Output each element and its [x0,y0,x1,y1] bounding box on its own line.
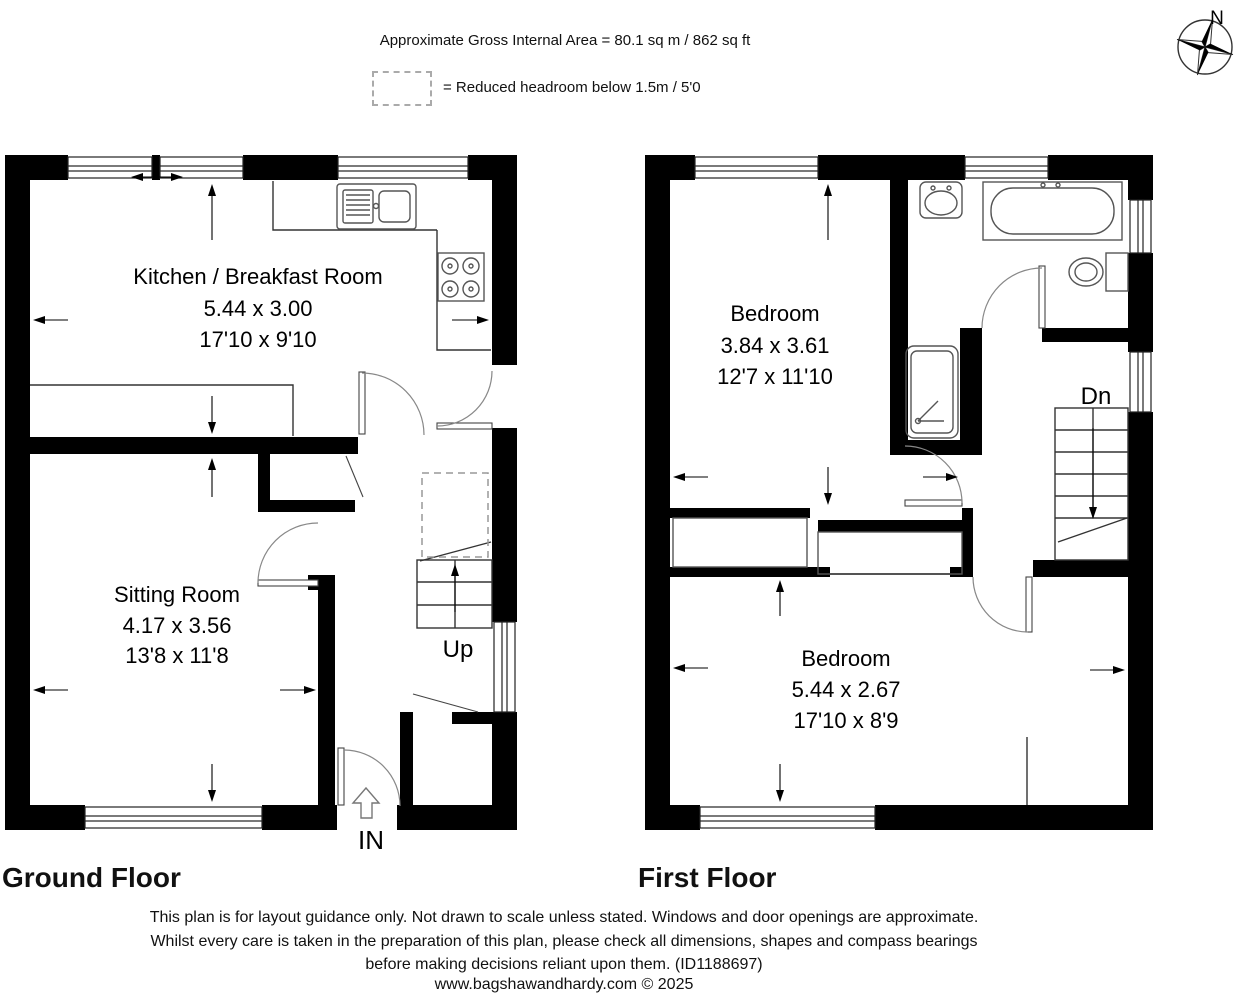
disclaimer-line-3: before making decisions reliant upon them. (ID1188697) [365,956,763,973]
north-icon: N [1210,8,1224,29]
ground-floor-title: Ground Floor [2,862,181,893]
stairs-down [1055,408,1128,560]
bath-icon [983,182,1122,240]
bedroom1-dims-metric: 3.84 x 3.61 [720,333,830,358]
first-floor-plan [645,155,1153,830]
basin-icon [920,182,962,218]
ground-floor-walls [5,155,517,830]
bedroom2-label: Bedroom [801,646,891,671]
gross-internal-area-text: Approximate Gross Internal Area = 80.1 sq m / 862 sq ft [379,32,751,49]
disclaimer-line-1: This plan is for layout guidance only. Not drawn to scale unless stated. Windows and door openings are approximate. [149,909,979,926]
stairs-up-label: Up [442,636,474,663]
reduced-headroom-legend-label: = Reduced headroom below 1.5m / 5'0 [443,79,701,96]
shower-icon [906,346,958,438]
first-floor-title: First Floor [638,862,777,893]
kitchen-dims-imperial: 17'10 x 9'10 [199,327,317,352]
sitting-room-label: Sitting Room [114,582,240,607]
disclaimer [0,906,1128,977]
bedroom2-dims-metric: 5.44 x 2.67 [791,677,901,702]
entrance-door [338,748,400,818]
toilet-icon [1069,253,1128,291]
website-copyright: www.bagshawandhardy.com © 2025 [434,976,694,993]
cupboard-1 [673,518,807,567]
entrance-in-label: IN [358,825,384,855]
kitchen-label: Kitchen / Breakfast Room [133,264,383,289]
disclaimer-line-2: Whilst every care is taken in the preparation of this plan, please check all dimensions, shapes and compass bearings [150,932,978,950]
entrance-arrow-icon [353,788,379,818]
bedroom1-dims-imperial: 12'7 x 11'10 [717,364,833,389]
ground-floor-plan [5,155,517,855]
kitchen-unit [30,385,293,436]
compass-rose [1177,8,1233,75]
stairs-down-label: Dn [1080,383,1112,410]
sitting-room-dims-imperial: 13'8 x 11'8 [125,643,229,668]
bedroom2-dims-imperial: 17'10 x 8'9 [793,708,899,733]
cupboard-2 [818,532,962,574]
kitchen-dims-metric: 5.44 x 3.00 [203,296,313,321]
hob-icon [438,253,484,301]
first-floor-walls [645,155,1153,830]
sitting-room-dims-metric: 4.17 x 3.56 [122,613,232,638]
kitchen-sink-icon [337,184,416,229]
bedroom1-label: Bedroom [730,301,820,326]
reduced-headroom-box [422,473,488,557]
